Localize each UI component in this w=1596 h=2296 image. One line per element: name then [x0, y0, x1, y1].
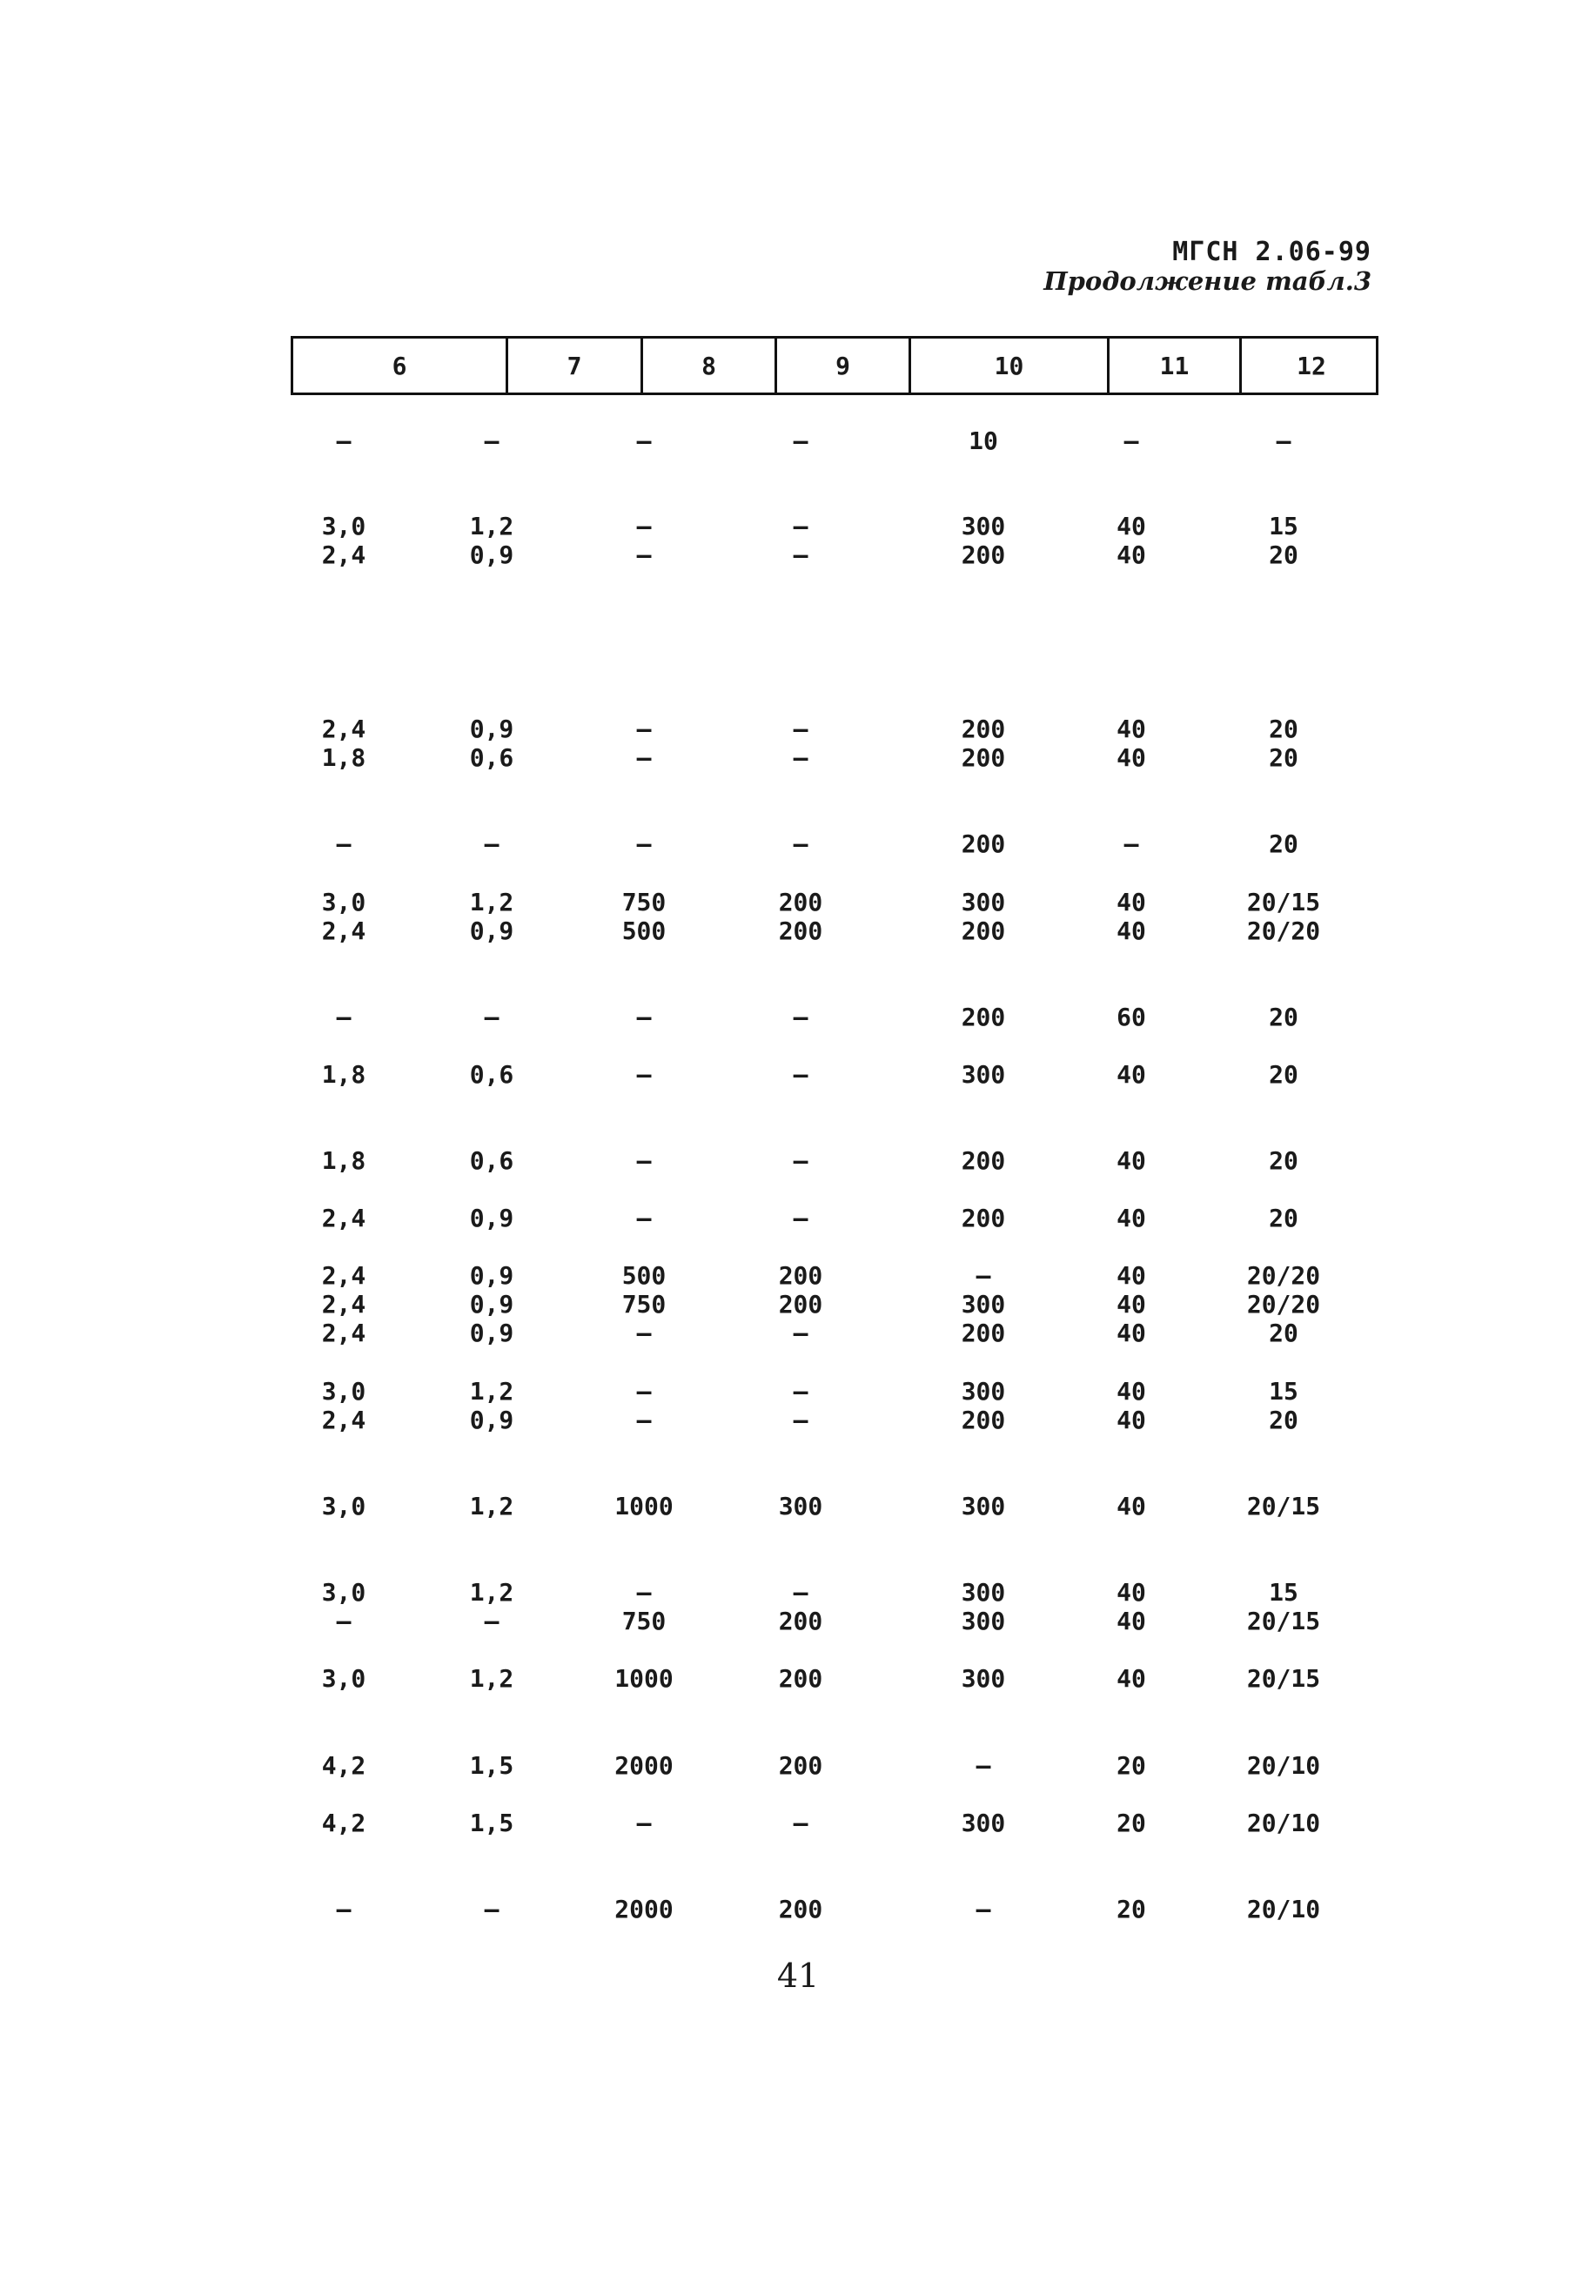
table-cell-col-7: 0,9: [469, 715, 514, 743]
table-row: [0, 1377, 1298, 1406]
table-cell-col-10: 300: [961, 1377, 1006, 1406]
table-cell-col-9: 200: [778, 1664, 823, 1693]
table-cell-col-11: 20: [1117, 1751, 1146, 1780]
table-cell-col-7: 0,9: [469, 1319, 514, 1347]
table-cell-col-12: 20: [1269, 1060, 1298, 1089]
table-cell-col-12: 20/20: [1246, 1261, 1321, 1290]
table-row: [0, 1607, 1321, 1636]
table-cell-col-12: 20/20: [1246, 1290, 1321, 1319]
table-cell-col-9: –: [793, 1204, 808, 1232]
table-row: [0, 888, 1321, 917]
table-cell-col-6: 1,8: [321, 1060, 366, 1089]
table-cell-col-8: –: [636, 743, 652, 772]
table-cell-col-10: 200: [961, 829, 1006, 858]
table-row: [0, 1204, 1298, 1233]
column-header-7: 7: [508, 339, 643, 393]
table-row: [0, 1319, 1298, 1348]
table-cell-col-10: 300: [961, 1578, 1006, 1607]
table-cell-col-7: 1,2: [469, 1578, 514, 1607]
table-cell-col-12: 15: [1269, 512, 1298, 540]
table-cell-col-7: 0,9: [469, 540, 514, 569]
table-cell-col-8: –: [636, 512, 652, 540]
table-row: [0, 426, 1291, 456]
table-cell-col-11: 40: [1117, 1492, 1146, 1521]
table-cell-col-10: –: [976, 1895, 991, 1923]
table-cell-col-8: 500: [621, 916, 667, 945]
table-cell-col-9: –: [793, 1319, 808, 1347]
table-cell-col-7: 1,2: [469, 1492, 514, 1521]
table-cell-col-11: 40: [1117, 1319, 1146, 1347]
table-cell-col-11: 40: [1117, 1607, 1146, 1635]
table-cell-col-6: –: [336, 1895, 352, 1923]
table-cell-col-11: 40: [1117, 1377, 1146, 1406]
table-cell-col-10: 200: [961, 1406, 1006, 1434]
table-cell-col-7: 0,9: [469, 1290, 514, 1319]
table-cell-col-6: 2,4: [321, 1204, 366, 1232]
table-row: [0, 1146, 1298, 1176]
table-cell-col-12: –: [1276, 426, 1291, 455]
table-cell-col-6: 2,4: [321, 715, 366, 743]
table-row: [0, 1578, 1298, 1608]
table-cell-col-6: 4,2: [321, 1751, 366, 1780]
table-cell-col-9: 300: [778, 1492, 823, 1521]
table-cell-col-10: 200: [961, 715, 1006, 743]
table-cell-col-7: 0,9: [469, 1406, 514, 1434]
table-cell-col-6: –: [336, 1607, 352, 1635]
table-row: [0, 1406, 1298, 1435]
table-cell-col-11: –: [1123, 426, 1139, 455]
table-cell-col-12: 20: [1269, 829, 1298, 858]
table-cell-col-12: 20/15: [1246, 888, 1321, 916]
column-header-8: 8: [643, 339, 777, 393]
table-cell-col-7: 1,5: [469, 1751, 514, 1780]
table-cell-col-9: –: [793, 1060, 808, 1089]
table-cell-col-12: 20: [1269, 715, 1298, 743]
table-row: [0, 1895, 1321, 1924]
table-cell-col-11: 40: [1117, 1290, 1146, 1319]
table-cell-col-9: 200: [778, 1290, 823, 1319]
table-cell-col-8: 1000: [614, 1664, 674, 1693]
table-cell-col-7: –: [484, 829, 500, 858]
table-cell-col-6: 3,0: [321, 1578, 366, 1607]
table-header: [291, 336, 1378, 395]
table-cell-col-10: 300: [961, 1492, 1006, 1521]
column-header-11: 11: [1110, 339, 1242, 393]
table-cell-col-10: 200: [961, 1003, 1006, 1031]
table-cell-col-8: –: [636, 1060, 652, 1089]
table-cell-col-10: 300: [961, 512, 1006, 540]
table-cell-col-6: 4,2: [321, 1809, 366, 1837]
table-cell-col-6: 3,0: [321, 1664, 366, 1693]
table-row: [0, 1751, 1321, 1781]
table-cell-col-11: 40: [1117, 540, 1146, 569]
table-row: [0, 743, 1298, 773]
table-cell-col-8: –: [636, 1003, 652, 1031]
table-cell-col-6: –: [336, 829, 352, 858]
table-cell-col-6: 3,0: [321, 1492, 366, 1521]
table-cell-col-7: 1,2: [469, 512, 514, 540]
table-cell-col-8: –: [636, 1406, 652, 1434]
table-cell-col-8: –: [636, 829, 652, 858]
table-cell-col-8: –: [636, 1809, 652, 1837]
table-cell-col-7: 0,6: [469, 1060, 514, 1089]
table-cell-col-11: 40: [1117, 888, 1146, 916]
table-cell-col-6: 1,8: [321, 743, 366, 772]
table-cell-col-7: 1,2: [469, 888, 514, 916]
table-cell-col-6: 2,4: [321, 540, 366, 569]
table-cell-col-12: 20: [1269, 743, 1298, 772]
table-cell-col-10: 300: [961, 1290, 1006, 1319]
table-cell-col-11: 40: [1117, 715, 1146, 743]
table-cell-col-6: 2,4: [321, 1261, 366, 1290]
table-cell-col-9: –: [793, 743, 808, 772]
table-cell-col-6: 3,0: [321, 1377, 366, 1406]
table-cell-col-9: –: [793, 715, 808, 743]
table-cell-col-12: 20: [1269, 1319, 1298, 1347]
table-cell-col-7: 1,5: [469, 1809, 514, 1837]
table-cell-col-10: –: [976, 1751, 991, 1780]
table-cell-col-7: 0,9: [469, 1204, 514, 1232]
table-cell-col-6: –: [336, 1003, 352, 1031]
table-cell-col-6: 2,4: [321, 916, 366, 945]
column-header-9: 9: [777, 339, 911, 393]
table-cell-col-7: 0,9: [469, 1261, 514, 1290]
table-cell-col-6: 2,4: [321, 1406, 366, 1434]
table-cell-col-9: 200: [778, 1607, 823, 1635]
table-cell-col-12: 20/15: [1246, 1607, 1321, 1635]
table-row: [0, 1060, 1298, 1090]
table-cell-col-11: 40: [1117, 1578, 1146, 1607]
table-row: [0, 512, 1298, 541]
table-cell-col-12: 20/15: [1246, 1664, 1321, 1693]
table-cell-col-11: 40: [1117, 1060, 1146, 1089]
table-cell-col-12: 15: [1269, 1578, 1298, 1607]
table-row: [0, 1492, 1321, 1521]
table-cell-col-11: 40: [1117, 1146, 1146, 1175]
table-cell-col-11: 40: [1117, 1406, 1146, 1434]
table-cell-col-10: 10: [969, 426, 998, 455]
table-cell-col-10: 300: [961, 888, 1006, 916]
table-cell-col-7: 0,6: [469, 1146, 514, 1175]
table-cell-col-10: 300: [961, 1607, 1006, 1635]
table-cell-col-9: 200: [778, 888, 823, 916]
table-cell-col-11: 40: [1117, 1664, 1146, 1693]
table-cell-col-11: 60: [1117, 1003, 1146, 1031]
table-cell-col-10: 300: [961, 1060, 1006, 1089]
table-cell-col-9: –: [793, 1406, 808, 1434]
table-cell-col-8: –: [636, 1319, 652, 1347]
table-cell-col-10: 300: [961, 1809, 1006, 1837]
table-row: [0, 1664, 1321, 1694]
column-header-12: 12: [1297, 351, 1326, 380]
table-cell-col-9: 200: [778, 1895, 823, 1923]
table-cell-col-12: 20/10: [1246, 1809, 1321, 1837]
table-cell-col-11: 40: [1117, 916, 1146, 945]
table-cell-col-8: –: [636, 1146, 652, 1175]
table-row: [0, 1261, 1321, 1291]
table-cell-col-8: 1000: [614, 1492, 674, 1521]
table-cell-col-10: –: [976, 1261, 991, 1290]
table-row: [0, 540, 1298, 570]
column-header-6: 6: [293, 339, 508, 393]
table-cell-col-8: –: [636, 540, 652, 569]
table-continuation-label: Продолжение табл.3: [1043, 266, 1371, 296]
table-cell-col-6: 3,0: [321, 512, 366, 540]
table-cell-col-11: –: [1123, 829, 1139, 858]
table-cell-col-12: 20: [1269, 1003, 1298, 1031]
table-cell-col-6: 1,8: [321, 1146, 366, 1175]
table-cell-col-6: 2,4: [321, 1290, 366, 1319]
table-cell-col-10: 200: [961, 916, 1006, 945]
table-cell-col-12: 20/10: [1246, 1895, 1321, 1923]
table-cell-col-9: –: [793, 829, 808, 858]
table-cell-col-6: –: [336, 426, 352, 455]
table-cell-col-11: 40: [1117, 512, 1146, 540]
table-cell-col-8: 750: [621, 1607, 667, 1635]
table-cell-col-9: 200: [778, 1751, 823, 1780]
page-number: 41: [776, 1957, 820, 1995]
column-header-10: 10: [911, 339, 1110, 393]
table-cell-col-12: 20: [1269, 1204, 1298, 1232]
table-cell-col-12: 15: [1269, 1377, 1298, 1406]
table-cell-col-11: 20: [1117, 1895, 1146, 1923]
table-cell-col-12: 20: [1269, 1146, 1298, 1175]
table-row: [0, 1809, 1321, 1838]
table-row: [0, 916, 1321, 946]
table-cell-col-9: 200: [778, 1261, 823, 1290]
table-cell-col-8: –: [636, 1377, 652, 1406]
table-cell-col-7: 1,2: [469, 1377, 514, 1406]
table-row: [0, 1003, 1298, 1032]
table-cell-col-9: –: [793, 1377, 808, 1406]
table-cell-col-7: 0,6: [469, 743, 514, 772]
table-cell-col-9: 200: [778, 916, 823, 945]
table-cell-col-7: 0,9: [469, 916, 514, 945]
table-cell-col-7: –: [484, 426, 500, 455]
table-cell-col-12: 20/20: [1246, 916, 1321, 945]
table-cell-col-8: 2000: [614, 1751, 674, 1780]
table-cell-col-10: 300: [961, 1664, 1006, 1693]
table-row: [0, 829, 1298, 859]
table-cell-col-11: 40: [1117, 743, 1146, 772]
table-cell-col-12: 20: [1269, 540, 1298, 569]
table-cell-col-8: 750: [621, 888, 667, 916]
table-cell-col-11: 40: [1117, 1261, 1146, 1290]
table-cell-col-9: –: [793, 1809, 808, 1837]
table-cell-col-9: –: [793, 512, 808, 540]
table-cell-col-9: –: [793, 1578, 808, 1607]
table-cell-col-8: 750: [621, 1290, 667, 1319]
table-cell-col-7: –: [484, 1003, 500, 1031]
table-cell-col-12: 20/15: [1246, 1492, 1321, 1521]
table-cell-col-10: 200: [961, 743, 1006, 772]
table-cell-col-7: –: [484, 1607, 500, 1635]
table-cell-col-9: –: [793, 426, 808, 455]
table-row: [0, 715, 1298, 744]
table-cell-col-9: –: [793, 1146, 808, 1175]
table-cell-col-12: 20: [1269, 1406, 1298, 1434]
table-cell-col-10: 200: [961, 540, 1006, 569]
table-cell-col-7: 1,2: [469, 1664, 514, 1693]
table-cell-col-8: –: [636, 1204, 652, 1232]
table-cell-col-8: 2000: [614, 1895, 674, 1923]
table-cell-col-8: 500: [621, 1261, 667, 1290]
table-cell-col-11: 20: [1117, 1809, 1146, 1837]
table-cell-col-7: –: [484, 1895, 500, 1923]
table-cell-col-8: –: [636, 1578, 652, 1607]
table-cell-col-9: –: [793, 540, 808, 569]
table-cell-col-9: –: [793, 1003, 808, 1031]
table-cell-col-6: 3,0: [321, 888, 366, 916]
table-cell-col-10: 200: [961, 1204, 1006, 1232]
table-row: [0, 1290, 1321, 1319]
table-cell-col-12: 20/10: [1246, 1751, 1321, 1780]
table-cell-col-8: –: [636, 715, 652, 743]
document-code: МГСН 2.06-99: [1172, 237, 1371, 267]
table-cell-col-10: 200: [961, 1319, 1006, 1347]
table-cell-col-8: –: [636, 426, 652, 455]
table-cell-col-11: 40: [1117, 1204, 1146, 1232]
table-cell-col-6: 2,4: [321, 1319, 366, 1347]
table-cell-col-10: 200: [961, 1146, 1006, 1175]
